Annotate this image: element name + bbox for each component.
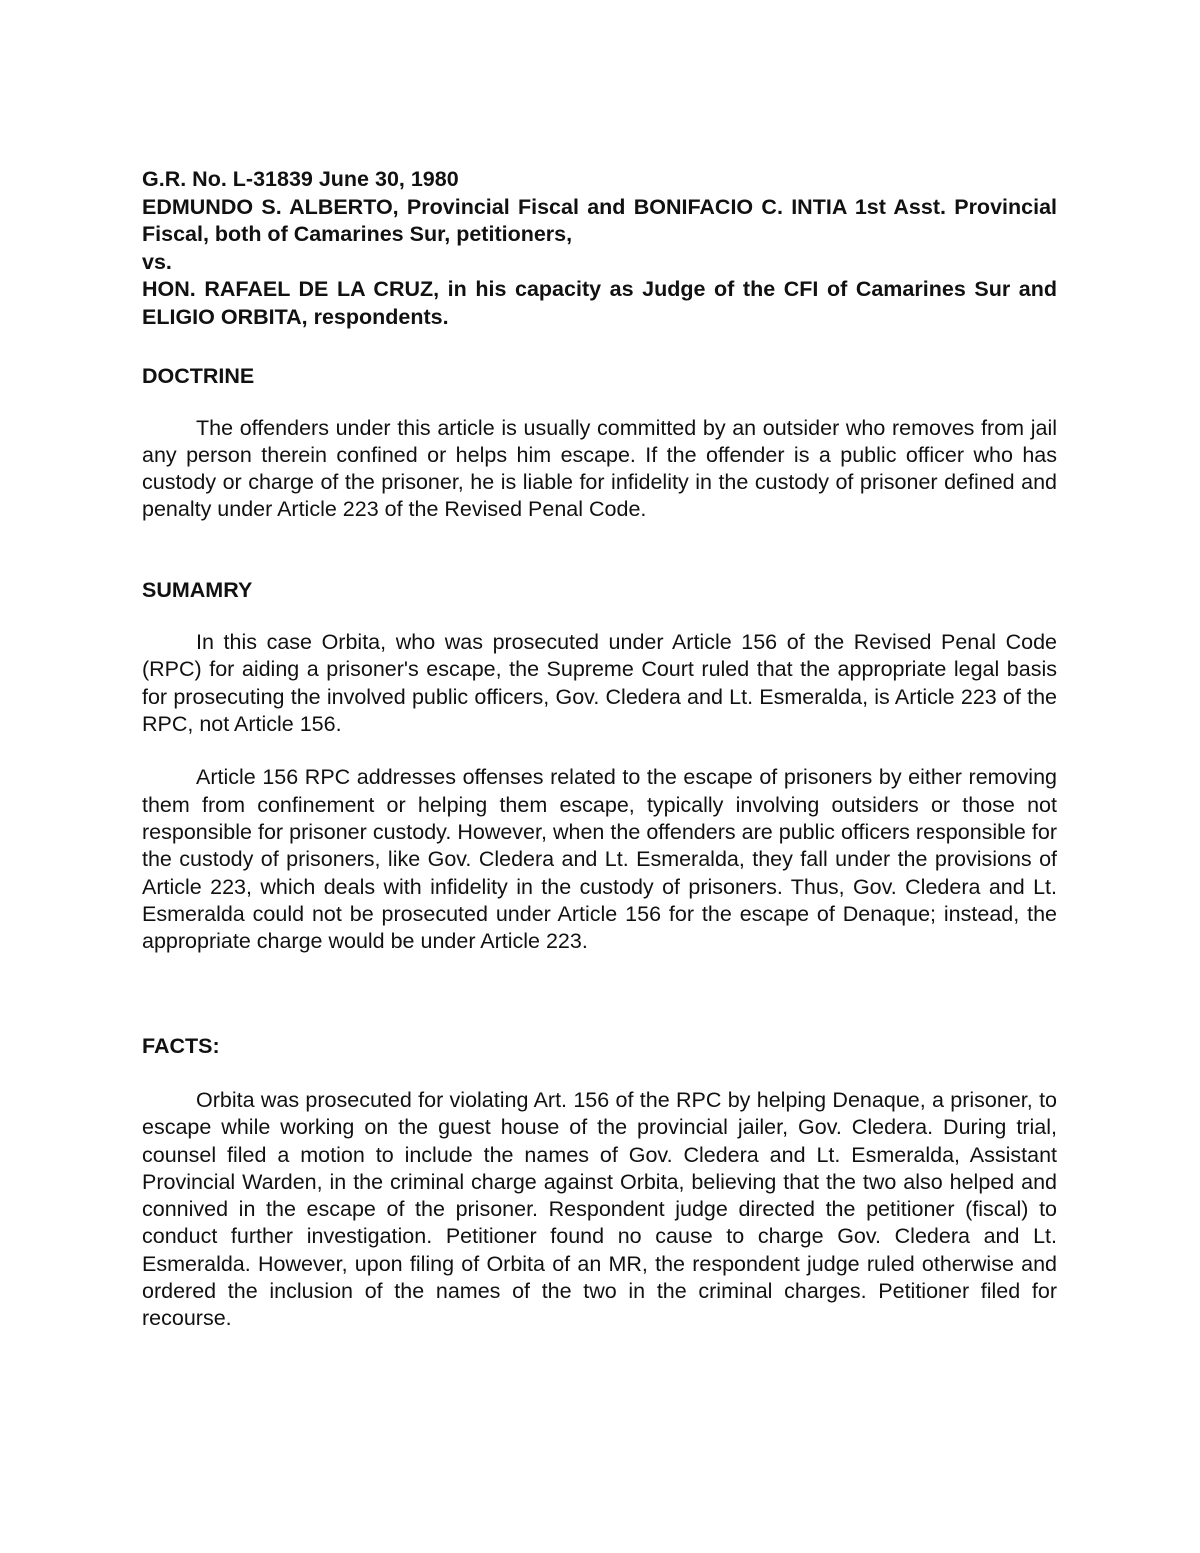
facts-paragraph: Orbita was prosecuted for violating Art. 156 of the RPC by helping Denaque, a prisoner, to escape while working on the guest house of the provincial jailer, Gov. Cledera. During trial, counsel filed a motion to include the names of Gov. Cledera and Lt. Esmeralda, Assistant Provincial Warden, in the criminal charge against Orbita, believing that the two also helped and connived in the escape of the prisoner. Respondent judge directed the petitioner (fiscal) to conduct further investigation. Petitioner found no cause to charge Gov. Cledera and Lt. Esmeralda. However, upon filing of Orbita of an MR, the respondent judge ruled otherwise and ordered the inclusion of the names of the two in the criminal charges. Petitioner filed for recourse.: [142, 1087, 1057, 1331]
case-number: G.R. No. L-31839 June 30, 1980: [142, 167, 459, 191]
document-page: [142, 166, 1057, 1333]
petitioners: EDMUNDO S. ALBERTO, Provincial Fiscal and BONIFACIO C. INTIA 1st Asst. Provincial Fiscal, both of Camarines Sur, petitioners,: [142, 194, 1057, 246]
summary-heading: SUMAMRY: [142, 577, 253, 602]
doctrine-heading: DOCTRINE: [142, 364, 255, 388]
summary-paragraph-2: Article 156 RPC addresses offenses related to the escape of prisoners by either removing them from confinement or helping them escape, typically involving outsiders or those not responsible for prisoner custody. However, when the offenders are public officers responsible for the custody of prisoners, like Gov. Cledera and Lt. Esmeralda, they fall under the provisions of Article 223, which deals with infidelity in the custody of prisoners. Thus, Gov. Cledera and Lt. Esmeralda could not be prosecuted under Article 156 for the escape of Denaque; instead, the appropriate charge would be under Article 223.: [142, 765, 1057, 954]
facts-heading: FACTS:: [142, 1034, 220, 1059]
doctrine-paragraph: The offenders under this article is usually committed by an outsider who removes from jail any person therein confined or helps him escape. If the offender is a public officer who has custody or charge of the prisoner, he is liable for infidelity in the custody of prisoner defined and penalty under Article 223 of the Revised Penal Code.: [142, 415, 1057, 522]
versus: vs.: [142, 249, 172, 274]
case-caption: [142, 166, 1057, 331]
summary-paragraph-1: In this case Orbita, who was prosecuted under Article 156 of the Revised Penal Code (RPC) for aiding a prisoner's escape, the Supreme Court ruled that the appropriate legal basis for prosecuting the involved public officers, Gov. Cledera and Lt. Esmeralda, is Article 223 of the RPC, not Article 156.: [142, 630, 1057, 737]
respondents: HON. RAFAEL DE LA CRUZ, in his capacity as Judge of the CFI of Camarines Sur and ELIGIO ORBITA, respondents.: [142, 277, 1057, 329]
